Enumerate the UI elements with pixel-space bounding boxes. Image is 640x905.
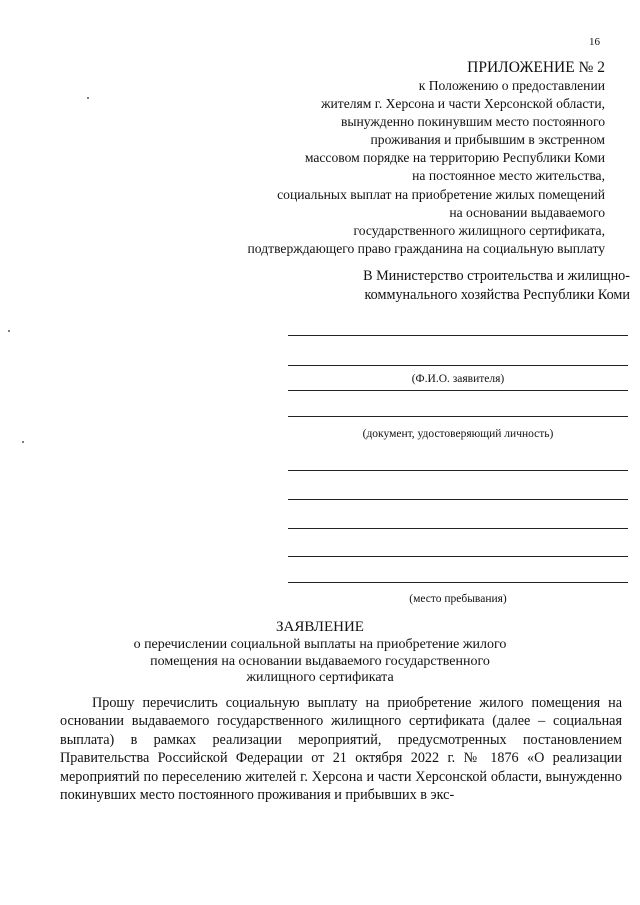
- residence-fill-line[interactable]: [288, 556, 628, 557]
- id-document-caption: (документ, удостоверяющий личность): [362, 428, 554, 440]
- page-number: 16: [589, 36, 600, 48]
- residence-fill-line[interactable]: [288, 582, 628, 583]
- appendix-header: [150, 58, 605, 258]
- scan-speck: [22, 441, 24, 443]
- residence-fill-line[interactable]: [288, 470, 628, 471]
- statement-subtitle-line: помещения на основании выдаваемого государственного: [150, 653, 490, 669]
- statement-heading: [80, 618, 560, 687]
- id-document-fill-line[interactable]: [288, 416, 628, 417]
- residence-fill-line[interactable]: [288, 499, 628, 500]
- statement-title: ЗАЯВЛЕНИЕ: [276, 619, 364, 635]
- appendix-line: массовом порядке на территорию Республики Коми: [304, 150, 605, 166]
- recipient-line: В Министерство строительства и жилищно-: [363, 268, 630, 284]
- appendix-line: подтверждающего право гражданина на социальную выплату: [247, 240, 605, 256]
- fio-caption: (Ф.И.О. заявителя): [411, 373, 505, 385]
- fio-fill-line[interactable]: [288, 390, 628, 391]
- fio-fill-line[interactable]: [288, 365, 628, 366]
- residence-fill-line[interactable]: [288, 528, 628, 529]
- appendix-line: жителям г. Херсона и части Херсонской области,: [321, 96, 605, 112]
- recipient-line: коммунального хозяйства Республики Коми: [364, 286, 630, 303]
- statement-subtitle-line: о перечислении социальной выплаты на приобретение жилого: [133, 637, 507, 652]
- appendix-line: проживания и прибывшим в экстренном: [370, 132, 605, 148]
- recipient-block: [300, 267, 630, 304]
- scan-speck: [87, 97, 89, 99]
- residence-caption: (место пребывания): [409, 593, 507, 605]
- scan-speck: [8, 330, 10, 332]
- appendix-line: на основании выдаваемого: [449, 204, 605, 220]
- appendix-line: государственного жилищного сертификата,: [353, 222, 605, 238]
- fio-fill-line[interactable]: [288, 335, 628, 336]
- appendix-line: вынужденно покинувшим место постоянного: [340, 114, 605, 130]
- statement-body: Прошу перечислить социальную выплату на приобретение жилого помещения на основании выдаваемого государственного жилищного сертификата (далее – социальная выплата) в рамках реализации мероприятий, предусмотренных постановлением Правительства Российской Федерации от 21 октября 2022 г. № 1876 «О реализации мероприятий по переселению жителей г. Херсона и части Херсонской области, вынужденно покинувших место постоянного проживания и прибывших в экс-: [60, 695, 622, 804]
- statement-subtitle-line: жилищного сертификата: [246, 670, 394, 685]
- appendix-title: ПРИЛОЖЕНИЕ № 2: [467, 59, 605, 76]
- appendix-line: к Положению о предоставлении: [418, 78, 605, 93]
- appendix-line: социальных выплат на приобретение жилых помещений: [277, 186, 605, 202]
- appendix-line: на постоянное место жительства,: [412, 168, 605, 184]
